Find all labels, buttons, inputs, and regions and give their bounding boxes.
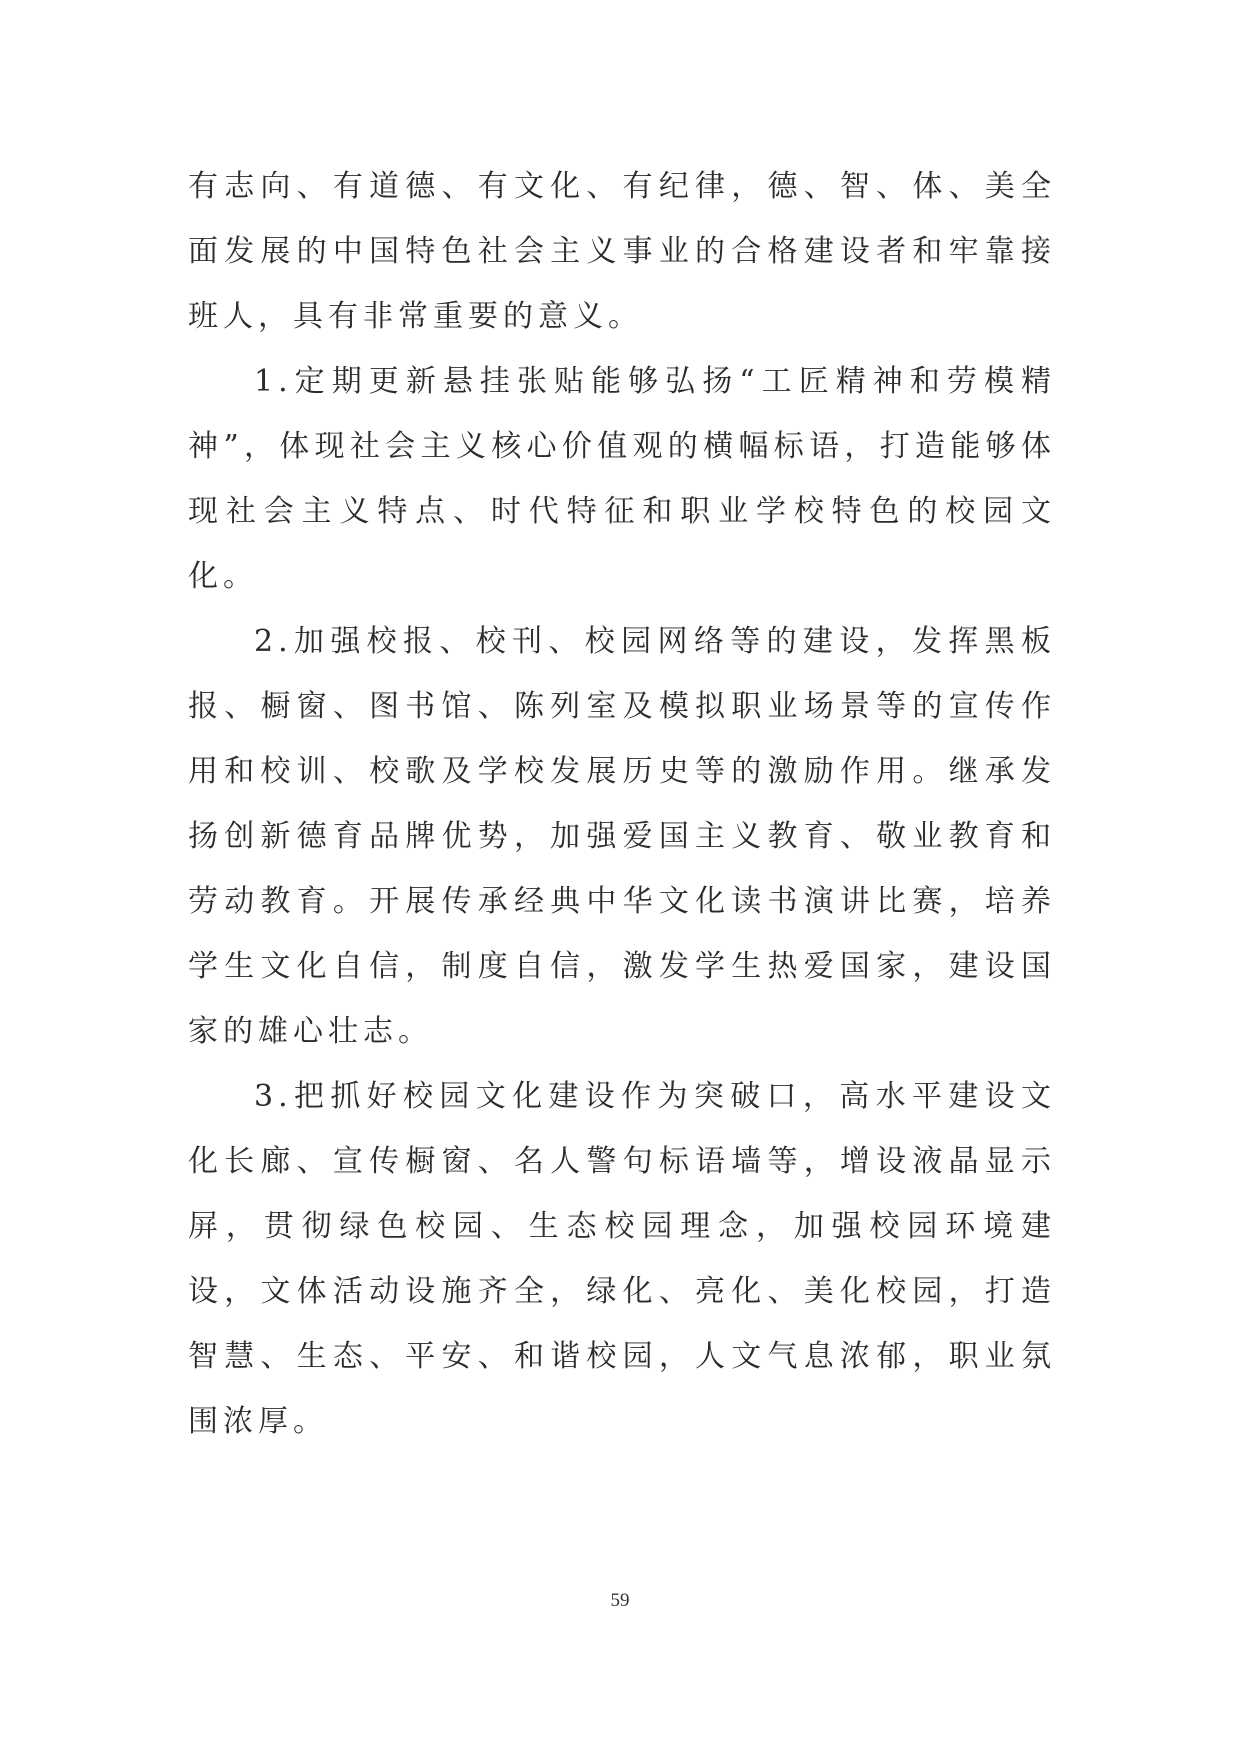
page-number: 59: [610, 1590, 630, 1611]
body-text: [188, 154, 1056, 1454]
paragraph-continuation: 有志向、有道德、有文化、有纪律，德、智、体、美全面发展的中国特色社会主义事业的合格建设者和牢靠接班人，具有非常重要的意义。: [188, 169, 1056, 334]
paragraph-item-2: 2.加强校报、校刊、校园网络等的建设，发挥黑板报、橱窗、图书馆、陈列室及模拟职业场景等的宣传作用和校训、校歌及学校发展历史等的激励作用。继承发扬创新德育品牌优势，加强爱国主义教育、敬业教育和劳动教育。开展传承经典中华文化读书演讲比赛，培养学生文化自信，制度自信，激发学生热爱国家，建设国家的雄心壮志。: [188, 624, 1056, 1049]
paragraph-item-1: 1.定期更新悬挂张贴能够弘扬“工匠精神和劳模精神”，体现社会主义核心价值观的横幅标语，打造能够体现社会主义特点、时代特征和职业学校特色的校园文化。: [188, 364, 1056, 594]
paragraph-item-3: 3.把抓好校园文化建设作为突破口，高水平建设文化长廊、宣传橱窗、名人警句标语墙等，增设液晶显示屏，贯彻绿色校园、生态校园理念，加强校园环境建设，文体活动设施齐全，绿化、亮化、美化校园，打造智慧、生态、平安、和谐校园，人文气息浓郁，职业氛围浓厚。: [188, 1079, 1056, 1439]
